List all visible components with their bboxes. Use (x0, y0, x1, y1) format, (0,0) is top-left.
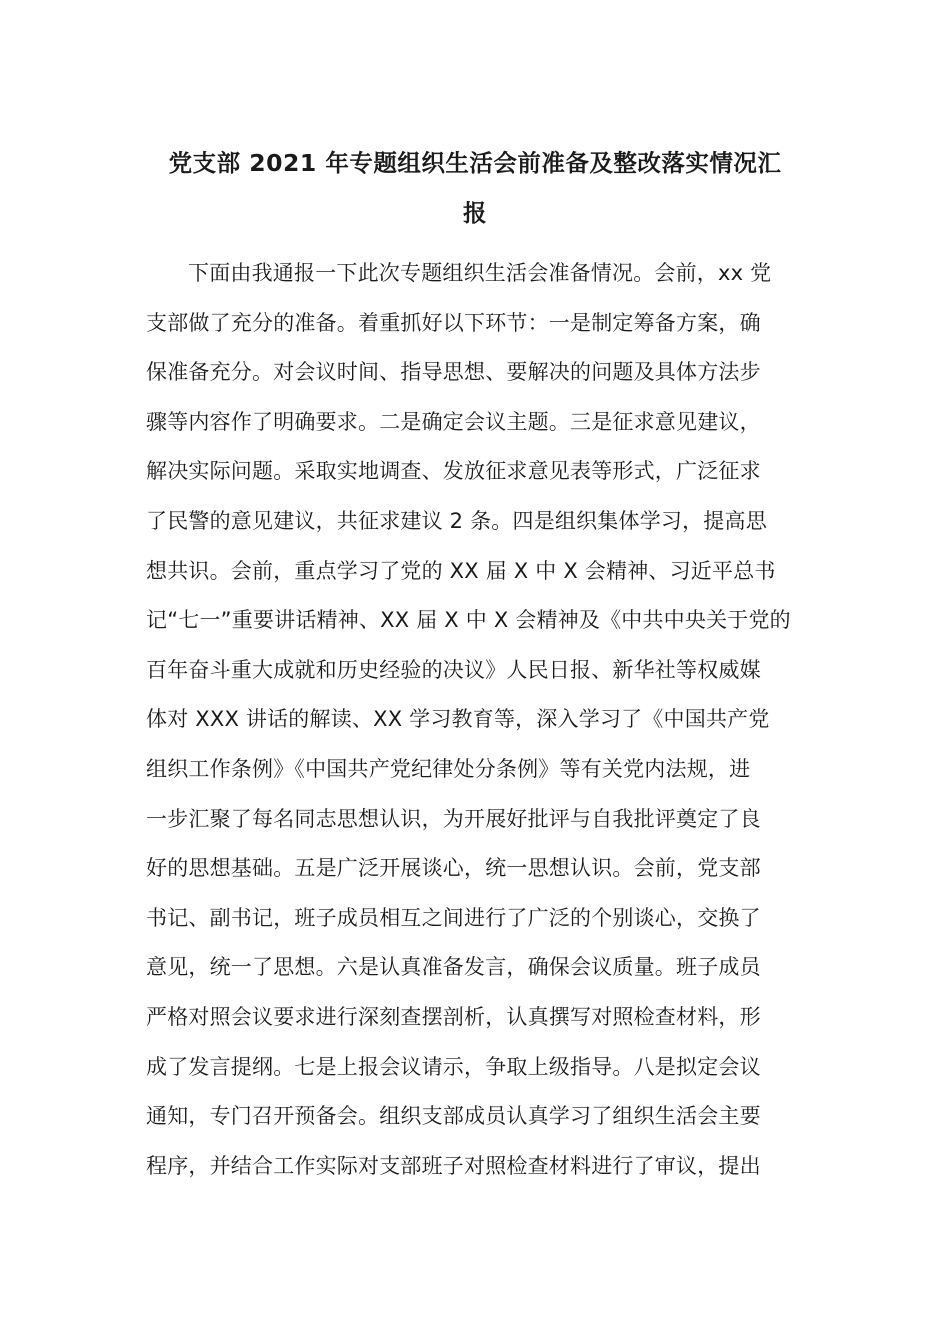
body-line: 成了发言提纲。七是上报会议请示，争取上级指导。八是拟定会议 (146, 1054, 761, 1079)
body-line: 程序，并结合工作实际对支部班子对照检查材料进行了审议，提出 (146, 1153, 761, 1178)
body-paragraph (146, 249, 826, 1191)
body-line: 体对 XXX 讲话的解读、XX 学习教育等，深入学习了《中国共产党 (146, 707, 770, 732)
body-line: 一步汇聚了每名同志思想认识，为开展好批评与自我批评奠定了良 (146, 806, 761, 831)
body-line: 记“七一”重要讲话精神、XX 届 X 中 X 会精神及《中共中央关于党的 (146, 608, 791, 633)
body-line: 解决实际问题。采取实地调查、发放征求意见表等形式，广泛征求 (146, 459, 761, 484)
body-line: 支部做了充分的准备。着重抓好以下环节：一是制定筹备方案，确 (146, 310, 761, 335)
document-title (140, 138, 810, 238)
body-line: 百年奋斗重大成就和历史经验的决议》人民日报、新华社等权威媒 (146, 657, 761, 682)
body-line: 组织工作条例》《中国共产党纪律处分条例》等有关党内法规，进 (146, 756, 751, 781)
body-line: 意见，统一了思想。六是认真准备发言，确保会议质量。班子成员 (146, 955, 761, 980)
body-line: 下面由我通报一下此次专题组织生活会准备情况。会前，xx 党 (188, 261, 772, 285)
body-line: 想共识。会前，重点学习了党的 XX 届 X 中 X 会精神、习近平总书 (146, 558, 776, 583)
body-line: 骤等内容作了明确要求。二是确定会议主题。三是征求意见建议， (146, 409, 761, 434)
body-line: 严格对照会议要求进行深刻查摆剖析，认真撰写对照检查材料，形 (146, 1004, 761, 1029)
title-line: 党支部 2021 年专题组织生活会前准备及整改落实情况汇 (168, 149, 782, 177)
body-line: 好的思想基础。五是广泛开展谈心，统一思想认识。会前，党支部 (146, 856, 761, 881)
body-line: 保准备充分。对会议时间、指导思想、要解决的问题及具体方法步 (146, 360, 761, 385)
body-line: 了民警的意见建议，共征求建议 2 条。四是组织集体学习，提高思 (146, 508, 767, 533)
body-line: 书记、副书记，班子成员相互之间进行了广泛的个别谈心，交换了 (146, 905, 761, 930)
body-line: 通知，专门召开预备会。组织支部成员认真学习了组织生活会主要 (146, 1104, 761, 1129)
title-line: 报 (463, 199, 487, 227)
